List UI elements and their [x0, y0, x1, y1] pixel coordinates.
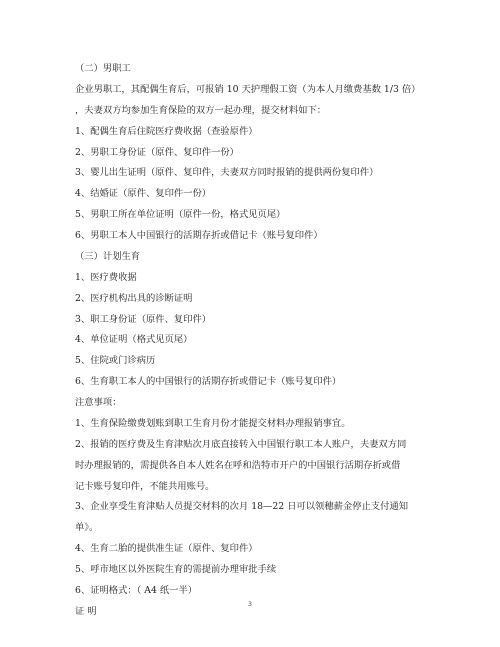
section-heading-family-planning: （三）计划生育: [75, 250, 141, 262]
page-number: 3: [247, 600, 253, 608]
list-item: 6、证明格式：（ A4 纸一半）: [75, 584, 198, 596]
list-item: 1、生育保险缴费划账到职工生育月份才能提交材料办理报销事宜。: [75, 417, 351, 429]
list-item: 5、住院或门诊病历: [75, 355, 156, 367]
list-item: 2、报销的医疗费及生育津贴次月底直接转入中国银行职工本人账户，夫妻双方同: [75, 438, 407, 450]
list-item: 3、婴儿出生证明（原件、复印件，夫妻双方同时报销的提供两份复印件）: [75, 167, 379, 179]
list-item: 5、男职工所在单位证明（原件一份，格式见页尾）: [75, 209, 286, 221]
paragraph-line: 单》。: [75, 522, 99, 534]
list-item: 3、职工身份证（原件、复印件）: [75, 313, 212, 325]
list-item: 4、结婚证（原件、复印件一份）: [75, 188, 212, 200]
certificate-heading: 证 明: [75, 605, 97, 617]
section-heading-notes: 注意事项：: [75, 397, 122, 408]
list-item: 2、男职工身份证（原件、复印件一份）: [75, 146, 239, 158]
list-item: 4、单位证明（格式见页尾）: [75, 334, 193, 346]
paragraph-line: ，夫妻双方均参加生育保险的双方一起办理，提交材料如下：: [75, 104, 327, 116]
section-heading-male-employees: （二）男职工: [75, 63, 131, 74]
paragraph-line: 时办理报销的，需提供各自本人姓名在呼和浩特市开户的中国银行活期存折或借: [75, 459, 401, 471]
paragraph-line: 记卡账号复印件，不能共用账号。: [75, 480, 215, 492]
list-item: 6、生育职工本人的中国银行的活期存折或借记卡（账号复印件）: [75, 376, 342, 388]
list-item: 1、配偶生育后住院医疗费收据（查验原件）: [75, 125, 258, 137]
list-item: 3、企业享受生育津贴人员提交材料的次月 18—22 日可以领穗薪金停止支付通知: [75, 501, 408, 513]
list-item: 2、医疗机构出具的诊断证明: [75, 292, 193, 304]
list-item: 5、呼市地区以外医院生育的需提前办理审批手续: [75, 564, 277, 575]
list-item: 6、男职工本人中国银行的活期存折或借记卡（账号复印件）: [75, 230, 323, 241]
list-item: 4、生育二胎的提供准生证（原件、复印件）: [75, 543, 258, 555]
document-body: [75, 62, 420, 626]
paragraph-line: 企业男职工，其配偶生育后，可报销 10 天护理假工资（为本人月缴费基数 1/3 倍）: [75, 83, 421, 95]
list-item: 1、医疗费收据: [75, 271, 137, 283]
